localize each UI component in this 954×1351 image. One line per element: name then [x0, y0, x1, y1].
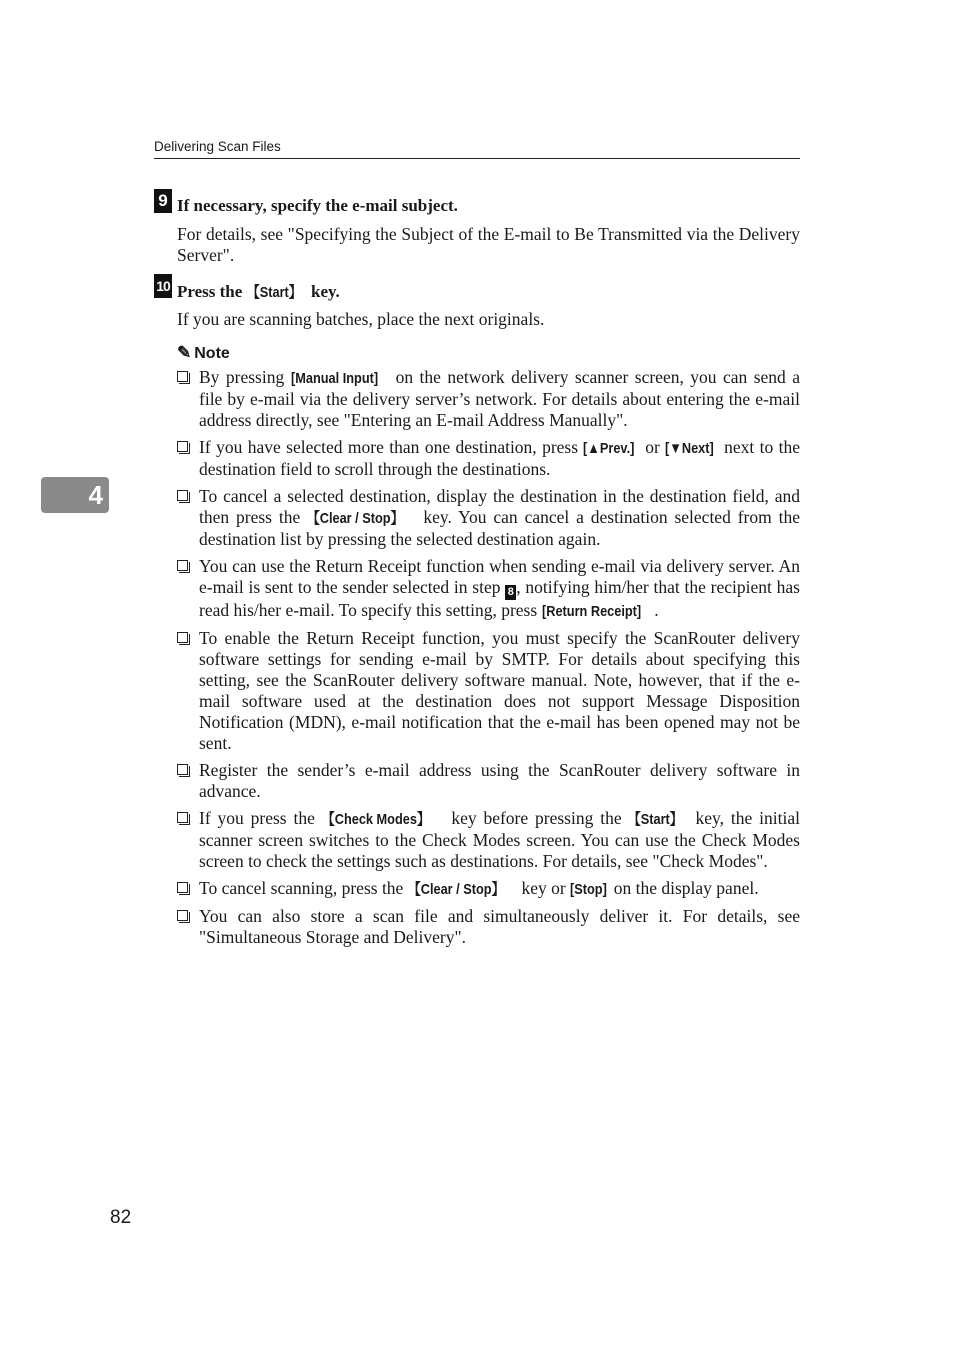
step-number-9: 9: [154, 189, 172, 213]
start-key: 【Start】: [246, 284, 302, 301]
checkbox-bullet-icon: [177, 371, 188, 382]
note-item: You can use the Return Receipt function when sending e-mail via delivery server. An e-mail is sent to the sender selected in step 8 , notifying him/her that the recipient has read his/her e-mail. To specify this setting, press [Return Receipt] .: [177, 556, 800, 622]
chapter-tab: 4: [41, 477, 109, 513]
note-heading: ✎ Note: [177, 343, 230, 362]
note-item: If you press the 【Check Modes】 key before pressing the 【Start】 key, the initial scanner screen switches to the Check Modes screen. You can use the Check Modes screen to check the settings such as destinations. For details, see "Check Modes".: [177, 808, 800, 872]
step-9-body: For details, see "Specifying the Subject of the E-mail to Be Transmitted via the Delivery Server".: [177, 224, 800, 265]
step-number-10: 10: [154, 274, 172, 298]
checkbox-bullet-icon: [177, 882, 188, 893]
checkbox-bullet-icon: [177, 812, 188, 823]
step-10-title: Press the 【Start】 key.: [177, 282, 340, 301]
note-item: If you have selected more than one destination, press [▲Prev.] or [▼Next] next to the destination field to scroll through the destinations.: [177, 437, 800, 480]
pencil-icon: ✎: [177, 343, 192, 362]
note-item: You can also store a scan file and simultaneously deliver it. For details, see "Simultaneous Storage and Delivery".: [177, 906, 800, 948]
step-10-body: If you are scanning batches, place the next originals.: [177, 309, 545, 329]
checkbox-bullet-icon: [177, 560, 188, 571]
note-item: To enable the Return Receipt function, you must specify the ScanRouter delivery software settings for sending e-mail by SMTP. For details about specifying this setting, see the ScanRouter delivery software manual. Note, however, that if the e-mail software used at the destination does not support Message Disposition Notification (MDN), e-mail notification that the e-mail has been opened may not be sent.: [177, 628, 800, 754]
checkbox-bullet-icon: [177, 632, 188, 643]
note-list: [177, 367, 800, 954]
checkbox-bullet-icon: [177, 441, 188, 452]
running-header: Delivering Scan Files: [154, 139, 281, 154]
note-item: To cancel scanning, press the 【Clear / Stop】 key or [Stop] on the display panel.: [177, 878, 800, 900]
note-item: Register the sender’s e-mail address using the ScanRouter delivery software in advance.: [177, 760, 800, 802]
header-rule: [154, 158, 800, 159]
page-number: 82: [110, 1207, 132, 1228]
checkbox-bullet-icon: [177, 910, 188, 921]
step-9-title: If necessary, specify the e-mail subject.: [177, 196, 458, 215]
checkbox-bullet-icon: [177, 490, 188, 501]
note-item: By pressing [Manual Input] on the network delivery scanner screen, you can send a file by e-mail via the delivery server’s network. For details about entering the e-mail address directly, see "Entering an E-mail Address Manually".: [177, 367, 800, 431]
note-item: To cancel a selected destination, display the destination in the destination field, and then press the 【Clear / Stop】 key. You can cancel a destination selected from the destination list by pressing the selected destination again.: [177, 486, 800, 550]
step-reference-8: 8: [505, 585, 516, 600]
checkbox-bullet-icon: [177, 764, 188, 775]
